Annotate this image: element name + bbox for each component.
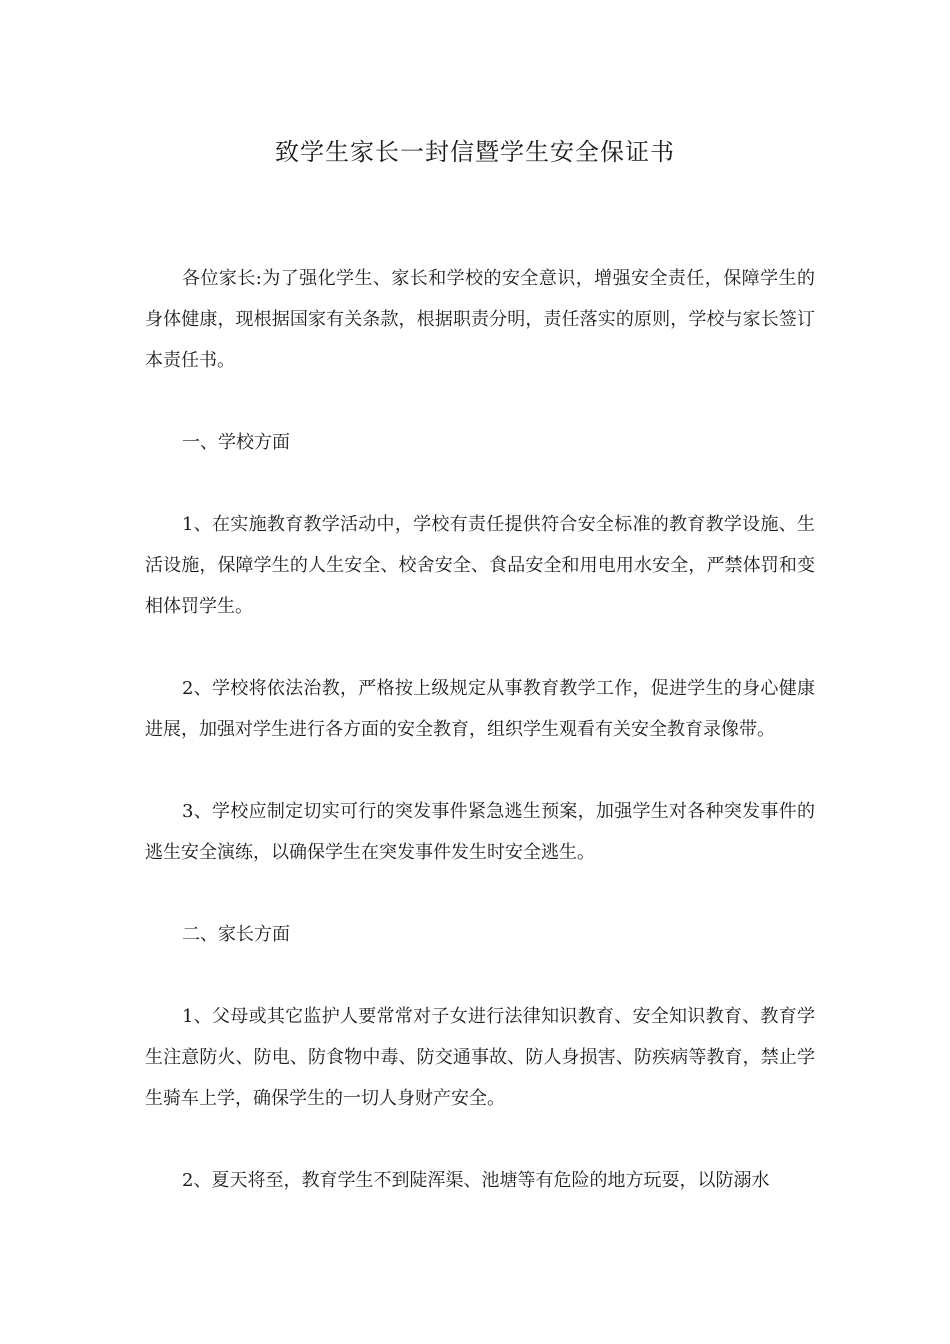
parents-item-2: 2、夏天将至，教育学生不到陡浑渠、池塘等有危险的地方玩耍，以防溺水 <box>182 1170 770 1191</box>
intro-paragraph: 各位家长:为了强化学生、家长和学校的安全意识，增强安全责任，保障学生的身体健康，现根据国家有关条款，根据职责分明，责任落实的原则，学校与家长签订本责任书。 <box>145 268 815 371</box>
school-item-3: 3、学校应制定切实可行的突发事件紧急逃生预案，加强学生对各种突发事件的逃生安全演练，以确保学生在突发事件发生时安全逃生。 <box>145 801 815 863</box>
document-body <box>145 258 815 1242</box>
document-title: 致学生家长一封信暨学生安全保证书 <box>275 138 675 166</box>
section-heading-parents: 二、家长方面 <box>182 924 290 945</box>
school-item-1: 1、在实施教育教学活动中，学校有责任提供符合安全标准的教育教学设施、生活设施，保障学生的人生安全、校舍安全、食品安全和用电用水安全，严禁体罚和变相体罚学生。 <box>145 514 815 617</box>
section-heading-school: 一、学校方面 <box>182 432 290 453</box>
parents-item-1: 1、父母或其它监护人要常常对子女进行法律知识教育、安全知识教育、教育学生注意防火、防电、防食物中毒、防交通事故、防人身损害、防疾病等教育，禁止学生骑车上学，确保学生的一切人身财产安全。 <box>145 1006 815 1109</box>
school-item-2: 2、学校将依法治教，严格按上级规定从事教育教学工作，促进学生的身心健康进展，加强对学生进行各方面的安全教育，组织学生观看有关安全教育录像带。 <box>145 678 815 740</box>
